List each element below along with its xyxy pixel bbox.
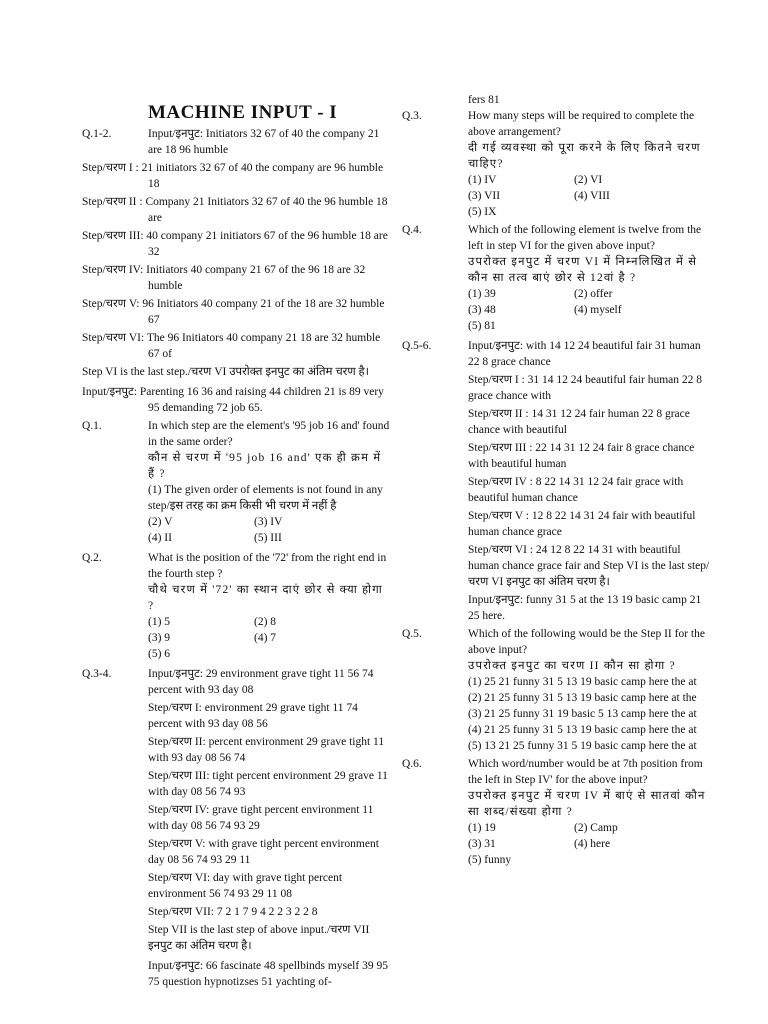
step-line: Step/चरण IV: grave tight percent environment 11 with day 08 56 74 93 29 [148,804,374,832]
option: (2) V [148,516,173,528]
option: (3) 9 [148,632,171,644]
option: (4) VIII [574,190,610,202]
question-text-hindi: उपरोक्त इनपुट का चरण II कौन सा होगा ? [468,660,676,672]
step-line: Step/चरण IV : 8 22 14 31 12 24 fair grace with beautiful human chance [468,476,684,504]
option: (2) 8 [254,616,277,628]
question-number: Q.4. [402,224,422,236]
step-line: Step/चरण III: 40 company 21 initiators 67 of the 96 humble 18 are 32 [82,230,388,258]
step-line: Step/चरण VI: The 96 Initiators 40 company 21 18 are 32 humble 67 of [82,332,381,360]
question-number: Q.1-2. [82,128,112,140]
option-1: (1) The given order of elements is not found in any step/इस तरह का क्रम किसी भी चरण में नहीं है [148,484,383,512]
options-grid [468,820,712,868]
option: (2) VI [574,174,603,186]
option: (2) offer [574,288,613,300]
step-line: Step/चरण IV: Initiators 40 company 21 67 of the 96 18 are 32 humble [82,264,366,292]
step-line: Step/चरण III : 22 14 31 12 24 fair 8 grace chance with beautiful human [468,442,695,470]
option: (1) 25 21 funny 31 5 13 19 basic camp here the at [468,676,697,688]
option: (5) 13 21 25 funny 31 5 19 basic camp here the at [468,740,697,752]
input-line: Input/इनपुट: 29 environment grave tight 11 56 74 percent with 93 day 08 [148,668,374,696]
option: (2) 21 25 funny 31 5 13 19 basic camp here at the [468,692,697,704]
question-number: Q.5-6. [402,340,432,352]
step-line: Step/चरण I: environment 29 grave tight 11 74 percent with 93 day 08 56 [148,702,358,730]
question-5-block [402,626,712,754]
option: (4) 7 [254,632,277,644]
step-line: Step/चरण II : 14 31 12 24 fair human 22 8 grace chance with beautiful [468,408,690,436]
option: (2) Camp [574,822,618,834]
question-text: How many steps will be required to complete the above arrangement? [468,110,695,138]
question-4-block [402,222,712,334]
question-text-hindi: कौन से चरण में '95 job 16 and' एक ही क्रम में हैं ? [148,452,382,480]
question-text-hindi: उपरोक्त इनपुट में चरण IV में बाएं से सातवां कौन सा शब्द/संख्या होगा ? [468,790,706,818]
question-3-block [402,108,712,220]
option: (4) II [148,532,172,544]
option: (5) funny [468,854,512,866]
options-grid [468,172,712,220]
option: (5) III [254,532,282,544]
question-text: What is the position of the '72' from the right end in the fourth step ? [148,552,387,580]
step-line: Step/चरण III: tight percent environment 29 grave 11 with day 08 56 74 93 [148,770,388,798]
question-1-2-block [82,126,392,158]
option: (5) 81 [468,320,496,332]
option: (3) 21 25 funny 31 19 basic 5 13 camp here the at [468,708,697,720]
question-text-hindi: उपरोक्त इनपुट में चरण VI में निम्नलिखित में से कौन सा तत्व बाएं छोर से 12वां है ? [468,256,698,284]
question-text: Which of the following element is twelve from the left in step VI for the given above input? [468,224,702,252]
question-number: Q.1. [82,420,102,432]
question-number: Q.3. [402,110,422,122]
step-line: Step/चरण VI : 24 12 8 22 14 31 with beautiful human chance grace fair and Step VI is the last step/चरण VI इनपुट का अंतिम चरण है। [468,544,710,588]
input-line: Input/इनपुट: 66 fascinate 48 spellbinds myself 39 95 75 question hypnotizses 51 yachting of- [148,960,388,988]
right-column [402,92,712,869]
question-number: Q.2. [82,552,102,564]
step-line: Step/चरण II: percent environment 29 grave tight 11 with 93 day 08 56 74 [148,736,385,764]
page-title: MACHINE INPUT - I [148,102,338,123]
step-line: Step/चरण V : 12 8 22 14 31 24 fair with beautiful human chance grace [468,510,696,538]
question-3-4-block [82,666,392,990]
option: (4) 21 25 funny 31 5 13 19 basic camp here the at [468,724,697,736]
option: (3) 48 [468,304,496,316]
question-text: Which of the following would be the Step II for the above input? [468,628,705,656]
input-line: Input/इनपुट: Parenting 16 36 and raising 44 children 21 is 89 very 95 demanding 72 job 65. [82,386,384,414]
option: (1) IV [468,174,497,186]
input-line: Input/इनपुट: funny 31 5 at the 13 19 basic camp 21 25 here. [468,594,702,622]
options-grid [148,514,392,546]
step-line: Step/चरण V: with grave tight percent environment day 08 56 74 93 29 11 [148,838,379,866]
question-text: Which word/number would be at 7th position from the left in Step IV' for the above input? [468,758,703,786]
option: (1) 19 [468,822,496,834]
option: (3) 31 [468,838,496,850]
option: (1) 5 [148,616,171,628]
last-step-note: Step VII is the last step of above input./चरण VII इनपुट का अंतिम चरण है। [148,924,370,952]
input-line: Input/इनपुट: with 14 12 24 beautiful fair 31 human 22 8 grace chance [468,340,701,368]
option: (1) 39 [468,288,496,300]
question-number: Q.5. [402,628,422,640]
question-text-hindi: दी गई व्यवस्था को पूरा करने के लिए कितने चरण चाहिए? [468,142,701,170]
question-number: Q.6. [402,758,422,770]
left-column [82,126,392,991]
option: (3) VII [468,190,501,202]
question-1-block [82,418,392,546]
step-line: Step/चरण VII: 7 2 1 7 9 4 2 2 3 2 2 8 [148,906,318,918]
option: (4) myself [574,304,622,316]
question-6-block [402,756,712,868]
question-5-6-block [402,338,712,624]
step-line: Step/चरण V: 96 Initiators 40 company 21 of the 18 are 32 humble 67 [82,298,385,326]
last-step-note: Step VI is the last step./चरण VI उपरोक्त इनपुट का अंतिम चरण है। [82,366,369,378]
step-line: Step/चरण VI: day with grave tight percent environment 56 74 93 29 11 08 [148,872,343,900]
step-line: Step/चरण II : Company 21 Initiators 32 67 of 40 the 96 humble 18 are [82,196,388,224]
question-text: In which step are the element's '95 job 16 and' found in the same order? [148,420,390,448]
question-2-block [82,550,392,662]
question-number: Q.3-4. [82,668,112,680]
option: (3) IV [254,516,283,528]
question-text-hindi: चौथे चरण में '72' का स्थान दाएं छोर से क्या होगा ? [148,584,383,612]
step-line: Step/चरण I : 31 14 12 24 beautiful fair human 22 8 grace chance with [468,374,702,402]
option: (5) 6 [148,648,171,660]
option: (4) here [574,838,611,850]
options-grid [468,286,712,334]
option: (5) IX [468,206,497,218]
step-line: Step/चरण I : 21 initiators 32 67 of 40 the company are 96 humble 18 [82,162,384,190]
input-line: Input/इनपुट: Initiators 32 67 of 40 the company 21 are 18 96 humble [148,128,380,156]
continued-text: fers 81 [468,94,500,106]
options-grid [148,614,392,662]
